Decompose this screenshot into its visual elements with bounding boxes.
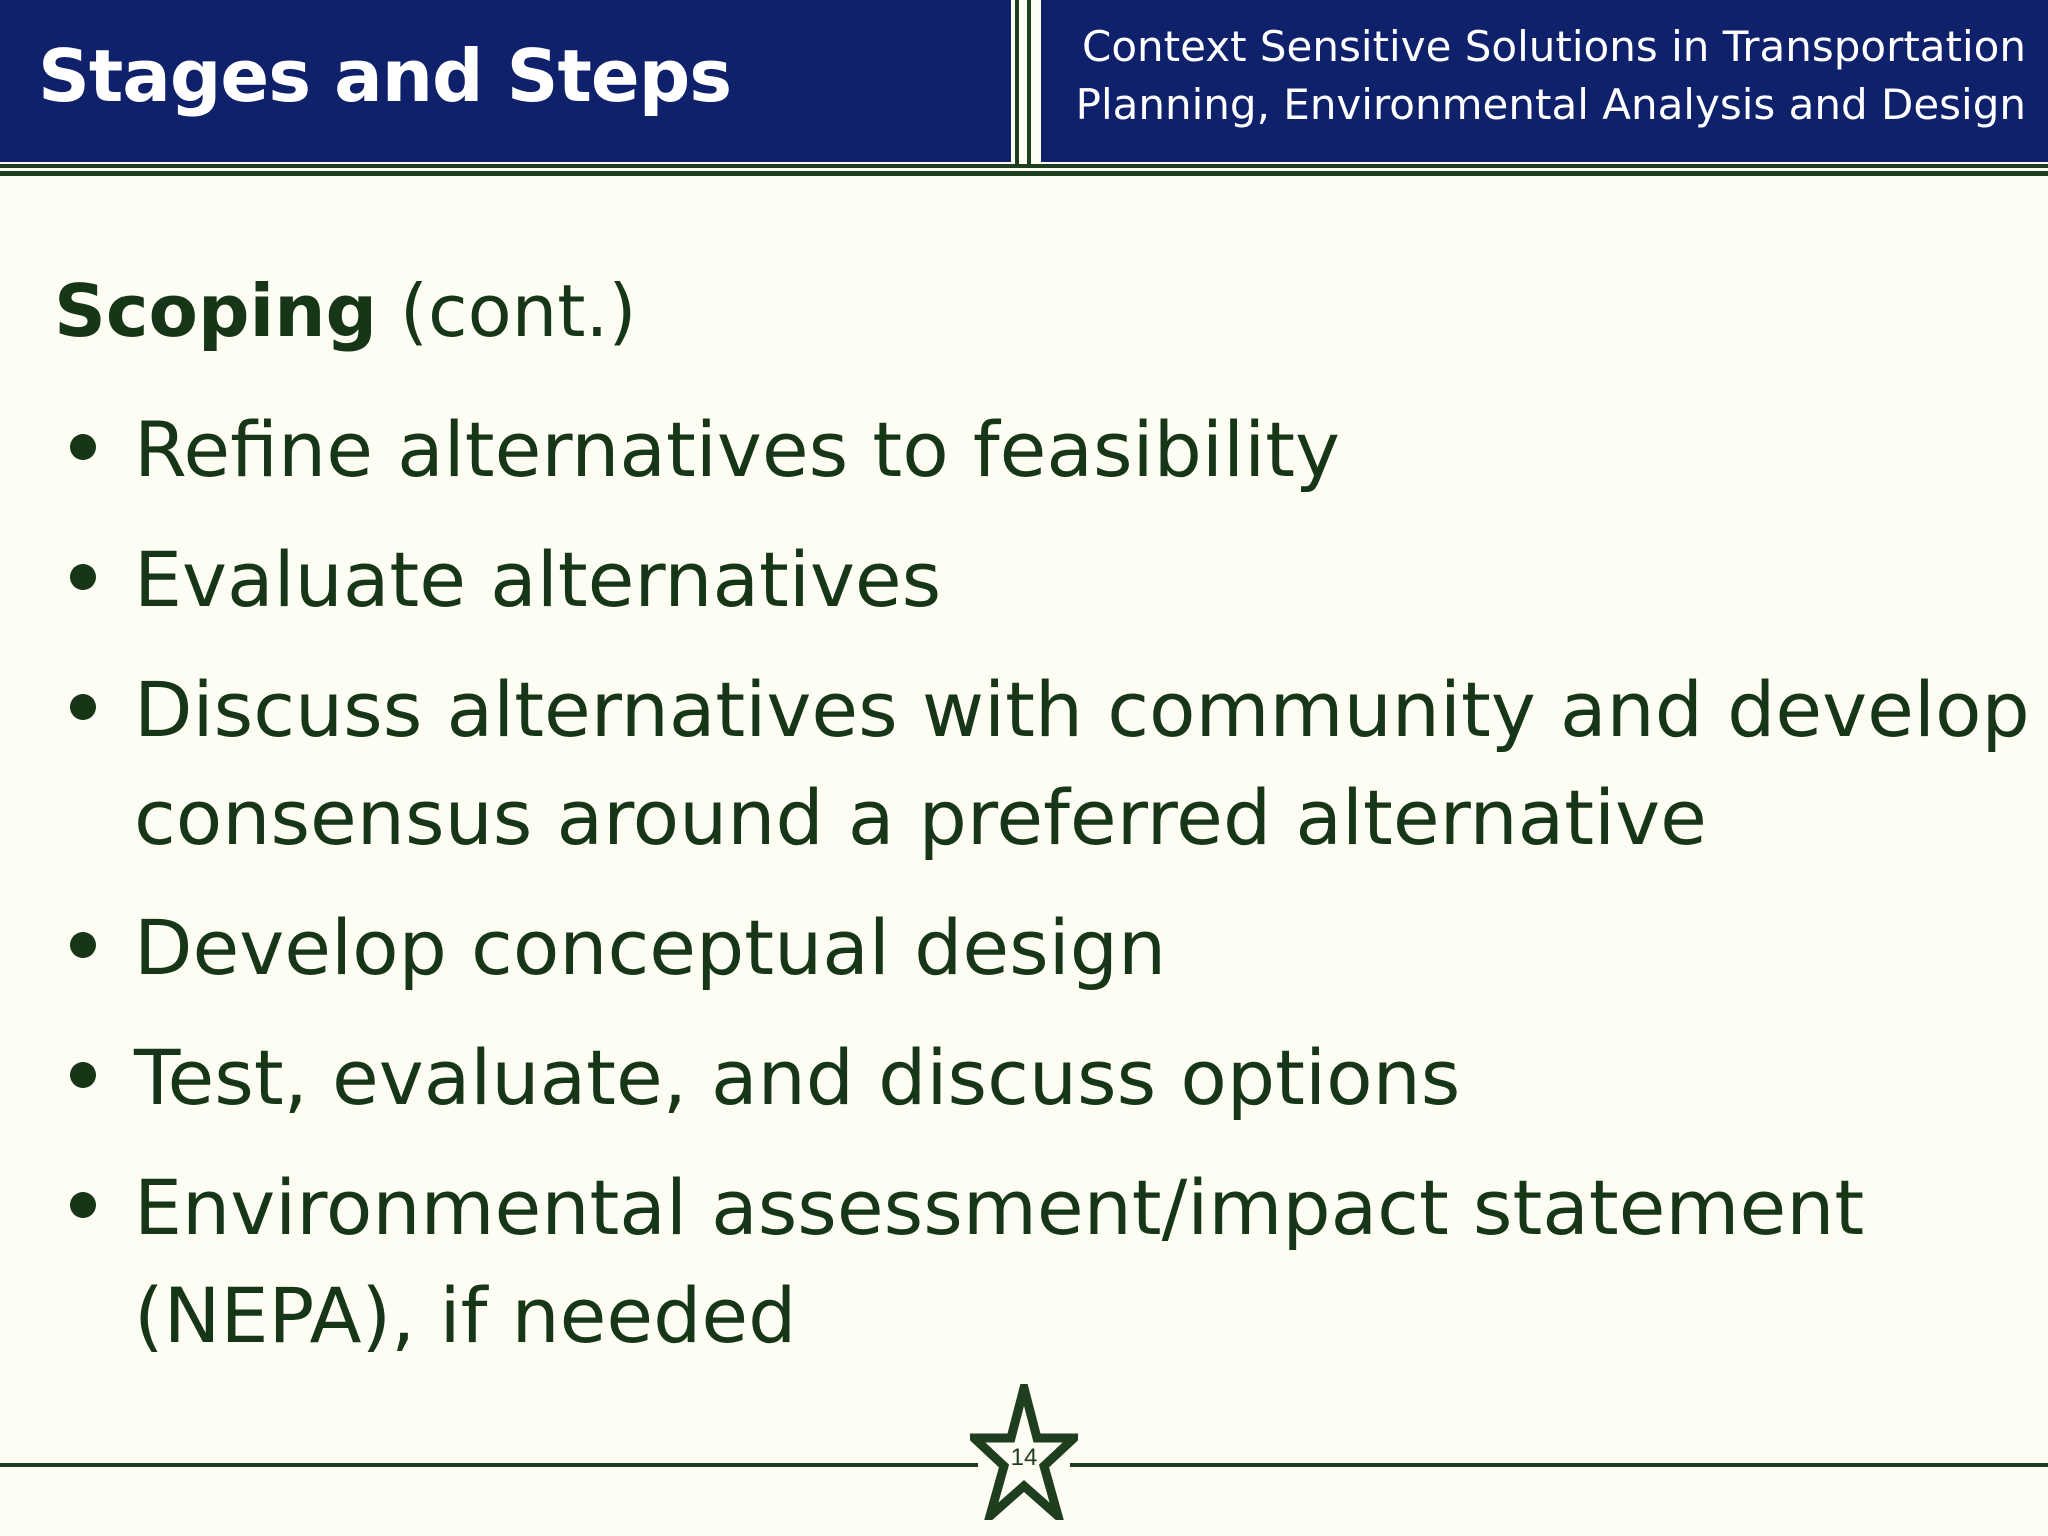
bullet-text: Test, evaluate, and discuss options [134, 1033, 1461, 1122]
header-divider [1027, 0, 1031, 172]
course-title [1046, 18, 2026, 134]
header-divider [1015, 0, 1019, 172]
bullet-item [64, 894, 2034, 1002]
bullet-text: Develop conceptual design [134, 903, 1167, 992]
course-title-line: Planning, Environmental Analysis and Design [1075, 80, 2026, 129]
bullet-list [64, 396, 2034, 1392]
section-heading-suffix: (cont.) [377, 269, 637, 353]
footer-rule-left [0, 1463, 978, 1467]
bullet-icon [70, 564, 96, 590]
bullet-icon [70, 932, 96, 958]
bullet-text: Evaluate alternatives [134, 535, 942, 624]
section-heading [54, 268, 636, 354]
bullet-icon [70, 434, 96, 460]
footer-rule-right [1070, 1463, 2048, 1467]
slide-title: Stages and Steps [38, 34, 732, 118]
bullet-text: Environmental assessment/impact statement (NEPA), if needed [134, 1163, 1865, 1360]
header-title-band [0, 0, 1011, 162]
header-course-band [1041, 0, 2048, 162]
bullet-icon [70, 1062, 96, 1088]
bullet-text: Discuss alternatives with community and develop consensus around a preferred alternative [134, 665, 2030, 862]
bullet-icon [70, 1192, 96, 1218]
course-title-line: Context Sensitive Solutions in Transportation [1082, 22, 2026, 71]
bullet-item [64, 526, 2034, 634]
bullet-item [64, 1024, 2034, 1132]
section-heading-bold: Scoping [54, 269, 378, 353]
bullet-item [64, 1154, 2034, 1370]
bullet-icon [70, 694, 96, 720]
bullet-item [64, 396, 2034, 504]
bullet-item [64, 656, 2034, 872]
bullet-text: Refine alternatives to feasibility [134, 405, 1341, 494]
page-number: 14 [1010, 1444, 1038, 1471]
header-rule-gap [0, 168, 2048, 171]
